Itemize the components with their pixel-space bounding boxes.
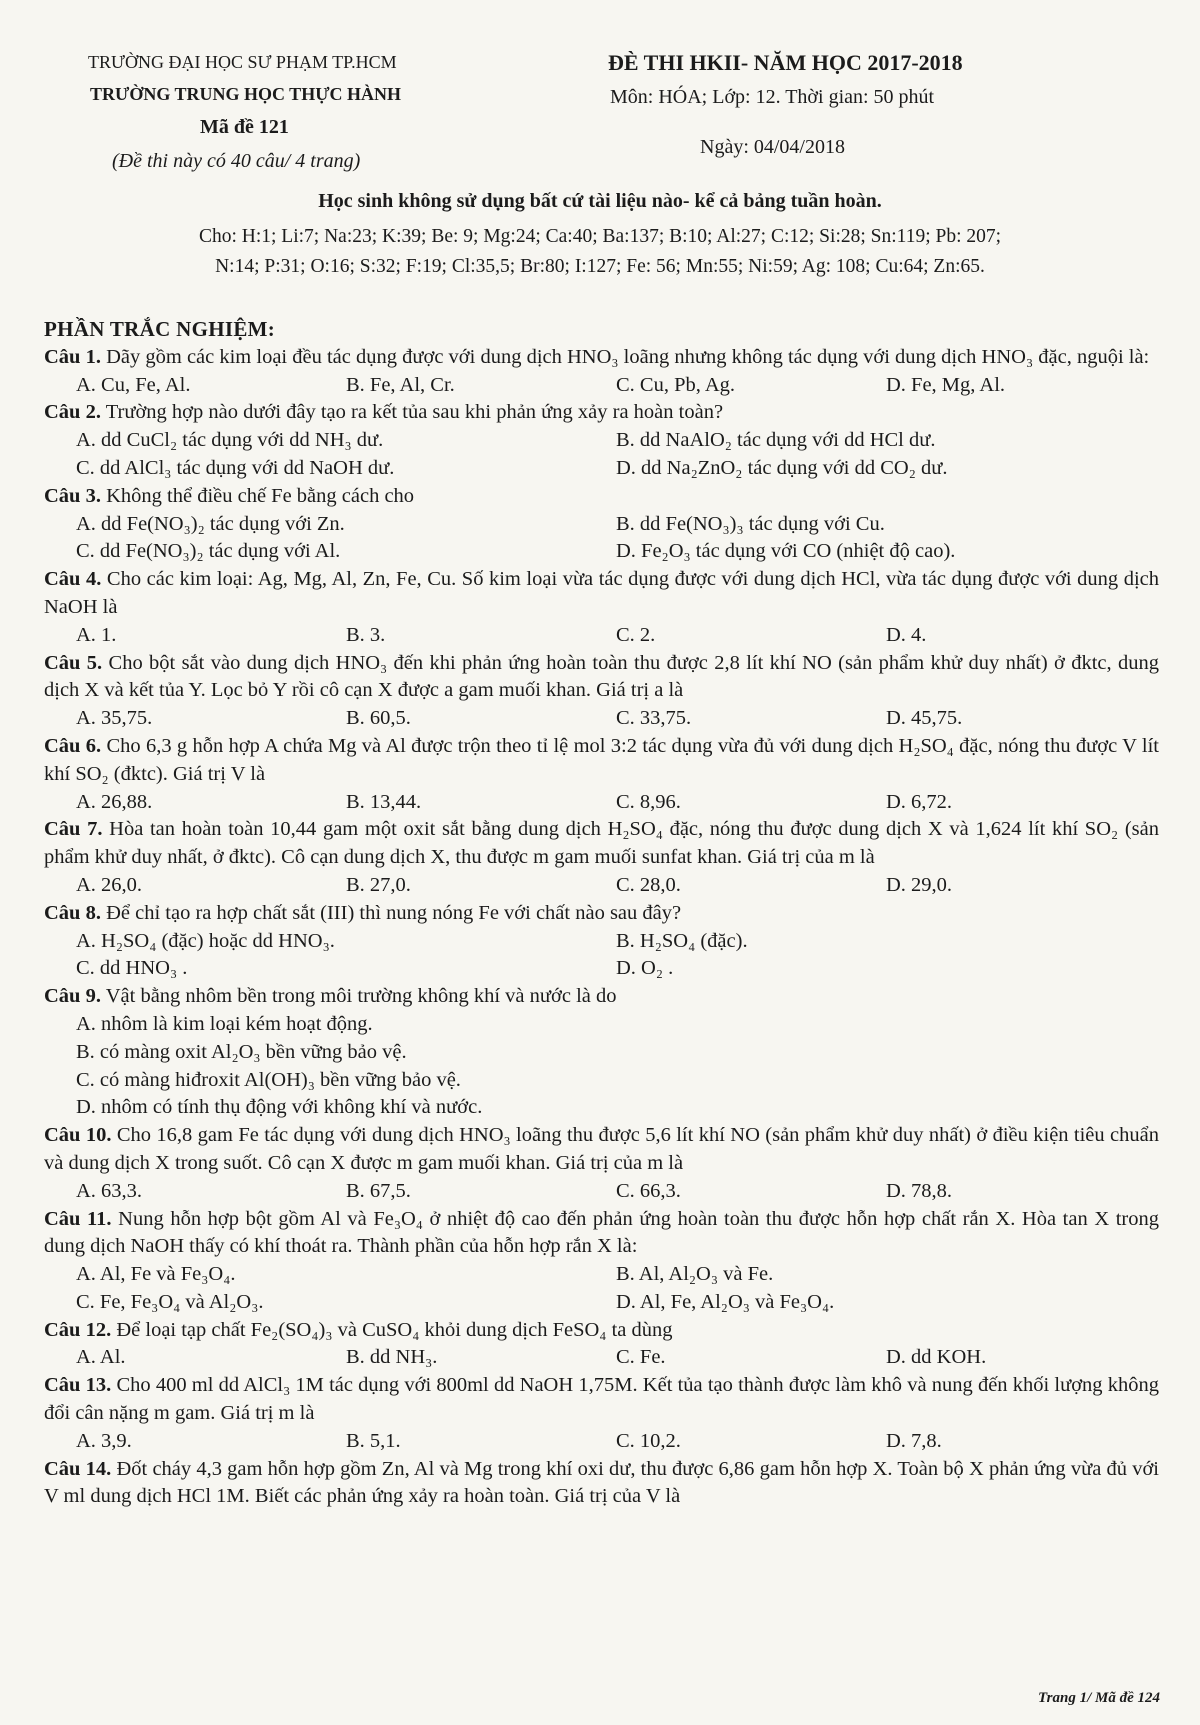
answer-option: D. dd Na₂ZnO₂ tác dụng với dd CO₂ dư. [616,456,948,479]
answer-option: B. 5,1. [346,1429,401,1452]
question-text: Cho các kim loại: Ag, Mg, Al, Zn, Fe, Cu. Số kim loại vừa tác dụng được với dung dịch HCl, vừa tác dụng được với dung dịch NaOH là [44,568,1159,618]
answer-options [44,705,1159,733]
answer-option: D. 45,75. [886,707,963,730]
answer-option: D. Al, Fe, Al₂O₃ và Fe₃O₄. [616,1290,835,1313]
answer-option: C. dd Fe(NO₃)₂ tác dụng với Al. [76,540,341,563]
answer-option: B. có màng oxit Al₂O₃ bền vững bảo vệ. [76,1040,407,1063]
question-13 [44,1372,1159,1455]
question-text: Vật bằng nhôm bền trong môi trường không khí và nước là do [100,985,617,1008]
question-stem [44,566,1159,622]
answer-option: A. Al. [76,1346,126,1369]
answer-option: C. 33,75. [616,707,692,730]
page-footer: Trang 1/ Mã đề 124 [1038,1690,1160,1706]
question-label: Câu 5. [44,651,103,674]
question-5 [44,650,1159,733]
answer-options [44,372,1159,400]
question-stem [44,650,1159,706]
question-14 [44,1456,1159,1512]
answer-option: C. dd HNO₃ . [76,957,188,980]
question-stem [44,399,1159,427]
question-label: Câu 12. [44,1318,112,1341]
answer-option: C. 2. [616,623,656,646]
answer-options [44,427,1159,483]
question-text: Dãy gồm các kim loại đều tác dụng được với dung dịch HNO₃ loãng nhưng không tác dụng với dung dịch HNO₃ đặc, nguội là: [100,345,1150,368]
answer-options [44,928,1159,984]
answer-option: C. 8,96. [616,790,681,813]
answer-option: B. 27,0. [346,873,411,896]
answer-option: B. dd NaAlO₂ tác dụng với dd HCl dư. [616,429,936,452]
question-stem [44,1372,1159,1428]
question-list [44,344,1159,1511]
answer-option: C. Cu, Pb, Ag. [616,373,736,396]
exam-note: (Đề thi này có 40 câu/ 4 trang) [112,150,361,172]
answer-option: D. Fe, Mg, Al. [886,373,1006,396]
answer-option: D. 7,8. [886,1429,942,1452]
question-label: Câu 4. [44,568,102,591]
answer-options [44,789,1159,817]
instruction: Học sinh không sử dụng bất cứ tài liệu nào- kể cả bảng tuần hoàn. [318,190,882,212]
answer-option: D. 29,0. [886,873,953,896]
answer-option: B. dd Fe(NO₃)₃ tác dụng với Cu. [616,512,885,535]
atomic-masses-line-1: Cho: H:1; Li:7; Na:23; K:39; Be: 9; Mg:24; Ca:40; Ba:137; B:10; Al:27; C:12; Si:28; Sn:119; Pb: 207; [198,226,1002,247]
question-text: Đốt cháy 4,3 gam hỗn hợp gồm Zn, Al và Mg trong khí oxi dư, thu được 6,86 gam hỗn hợp X. Toàn bộ X phản ứng vừa đủ với V ml dung dịch HCl 1M. Biết các phản ứng xảy ra hoàn toàn. Giá trị của V là [44,1457,1159,1508]
answer-option: D. 6,72. [886,790,953,813]
answer-option: A. nhôm là kim loại kém hoạt động. [76,1012,373,1035]
question-label: Câu 6. [44,734,102,757]
exam-date: Ngày: 04/04/2018 [700,136,845,158]
question-3 [44,483,1159,566]
answer-option: C. 10,2. [616,1429,681,1452]
answer-option: C. 28,0. [616,873,681,896]
question-text: Hòa tan hoàn toàn 10,44 gam một oxit sắt bằng dung dịch H₂SO₄ đặc, nóng thu được dung dịch X và 1,624 lít khí SO₂ (sản phẩm khử duy nhất, ở đktc). Cô cạn dung dịch X, thu được m gam muối sunfat khan. Giá trị của m là [44,818,1159,869]
answer-option: D. O₂ . [616,957,674,980]
answer-option: A. Al, Fe và Fe₃O₄. [76,1263,236,1286]
question-4 [44,566,1159,649]
exam-code: Mã đề 121 [200,116,289,138]
answer-option: A. dd CuCl₂ tác dụng với dd NH₃ dư. [76,429,384,452]
question-label: Câu 8. [44,901,101,924]
answer-options [44,1011,1159,1122]
answer-options [44,1178,1159,1206]
question-7 [44,816,1159,899]
answer-option: B. H₂SO₄ (đặc). [616,929,748,952]
answer-options [44,1261,1159,1317]
question-8 [44,900,1159,983]
answer-option: D. nhôm có tính thụ động với không khí và nước. [76,1096,483,1119]
atomic-masses-line-2: N:14; P:31; O:16; S:32; F:19; Cl:35,5; Br:80; I:127; Fe: 56; Mn:55; Ni:59; Ag: 108; Cu:64; Zn:65. [215,256,985,277]
answer-option: C. dd AlCl₃ tác dụng với dd NaOH dư. [76,456,395,479]
question-6 [44,733,1159,816]
question-stem [44,1206,1159,1262]
answer-option: B. Al, Al₂O₃ và Fe. [616,1263,774,1286]
question-text: Cho 6,3 g hỗn hợp A chứa Mg và Al được trộn theo tỉ lệ mol 3:2 tác dụng vừa đủ với dung dịch H₂SO₄ đặc, nóng thu được V lít khí SO₂ (đktc). Giá trị V là [44,734,1159,785]
question-stem [44,900,1159,928]
question-text: Để loại tạp chất Fe₂(SO₄)₃ và CuSO₄ khỏi dung dịch FeSO₄ ta dùng [111,1318,673,1341]
question-label: Câu 3. [44,484,101,507]
section-title: PHẦN TRẮC NGHIỆM: [44,317,276,341]
question-12 [44,1317,1159,1373]
question-stem [44,1456,1159,1512]
answer-option: A. 35,75. [76,707,153,730]
answer-options [44,511,1159,567]
answer-option: D. 4. [886,623,927,646]
answer-option: A. 3,9. [76,1429,132,1452]
answer-option: B. 3. [346,623,386,646]
question-text: Cho bột sắt vào dung dịch HNO₃ đến khi phản ứng hoàn toàn thu được 2,8 lít khí NO (sản phẩm khử duy nhất) ở đktc, dung dịch X và kết tủa Y. Lọc bỏ Y rồi cô cạn X được a gam muối khan. Giá trị a là [44,651,1159,702]
answer-option: A. 63,3. [76,1179,143,1202]
answer-option: C. Fe. [616,1346,666,1369]
answer-option: B. Fe, Al, Cr. [346,373,455,396]
question-2 [44,399,1159,482]
question-stem [44,1317,1159,1345]
question-stem [44,733,1159,789]
question-10 [44,1122,1159,1205]
question-text: Cho 16,8 gam Fe tác dụng với dung dịch HNO₃ loãng thu được 5,6 lít khí NO (sản phẩm khử duy nhất) ở điều kiện tiêu chuẩn và dung dịch X trong suốt. Cô cạn X được m gam muối khan. Giá trị của m là [44,1124,1159,1174]
question-stem [44,1122,1159,1178]
question-text: Cho 400 ml dd AlCl₃ 1M tác dụng với 800ml dd NaOH 1,75M. Kết tủa tạo thành được làm khô và nung đến khối lượng không đổi cân nặng m gam. Giá trị m là [44,1374,1159,1425]
question-label: Câu 9. [44,985,101,1008]
answer-option: B. 60,5. [346,707,411,730]
answer-option: A. 26,0. [76,873,143,896]
answer-option: A. 26,88. [76,790,153,813]
question-text: Nung hỗn hợp bột gồm Al và Fe₃O₄ ở nhiệt độ cao đến phản ứng hoàn toàn thu được hỗn hợp chất rắn X. Hòa tan X trong dung dịch NaOH thấy có khí thoát ra. Thành phần của hỗn hợp rắn X là: [44,1207,1159,1258]
question-text: Trường hợp nào dưới đây tạo ra kết tủa sau khi phản ứng xảy ra hoàn toàn? [100,401,724,424]
question-11 [44,1206,1159,1317]
answer-option: A. dd Fe(NO₃)₂ tác dụng với Zn. [76,512,345,535]
question-label: Câu 14. [44,1457,112,1480]
answer-option: A. Cu, Fe, Al. [76,373,191,396]
answer-option: C. 66,3. [616,1179,681,1202]
question-text: Để chỉ tạo ra hợp chất sắt (III) thì nung nóng Fe với chất nào sau đây? [100,901,682,924]
question-label: Câu 1. [44,345,101,368]
answer-option: D. Fe₂O₃ tác dụng với CO (nhiệt độ cao). [616,540,956,563]
answer-options [44,1344,1159,1372]
question-label: Câu 7. [44,818,103,841]
answer-option: B. 13,44. [346,790,422,813]
question-label: Câu 10. [44,1124,112,1147]
answer-options [44,622,1159,650]
answer-option: A. H₂SO₄ (đặc) hoặc dd HNO₃. [76,929,335,952]
question-label: Câu 2. [44,401,101,424]
answer-options [44,1428,1159,1456]
question-1 [44,344,1159,400]
school-name-2: TRƯỜNG TRUNG HỌC THỰC HÀNH [90,84,402,104]
question-9 [44,983,1159,1122]
answer-option: B. 67,5. [346,1179,411,1202]
answer-option: C. Fe, Fe₃O₄ và Al₂O₃. [76,1290,264,1313]
answer-option: C. có màng hiđroxit Al(OH)₃ bền vững bảo vệ. [76,1068,461,1091]
question-label: Câu 13. [44,1374,112,1397]
subject-line: Môn: HÓA; Lớp: 12. Thời gian: 50 phút [610,86,935,108]
question-label: Câu 11. [44,1207,112,1230]
answer-option: B. dd NH₃. [346,1346,438,1369]
question-stem [44,816,1159,872]
questions-area [44,316,1159,1511]
school-name-1: TRƯỜNG ĐẠI HỌC SƯ PHẠM TP.HCM [88,52,397,72]
answer-option: A. 1. [76,623,117,646]
exam-title: ĐÈ THI HKII- NĂM HỌC 2017-2018 [608,50,963,75]
question-stem [44,344,1159,372]
answer-option: D. 78,8. [886,1179,953,1202]
answer-options [44,872,1159,900]
question-stem [44,483,1159,511]
answer-option: D. dd KOH. [886,1346,987,1369]
question-stem [44,983,1159,1011]
question-text: Không thể điều chế Fe bằng cách cho [100,484,415,507]
